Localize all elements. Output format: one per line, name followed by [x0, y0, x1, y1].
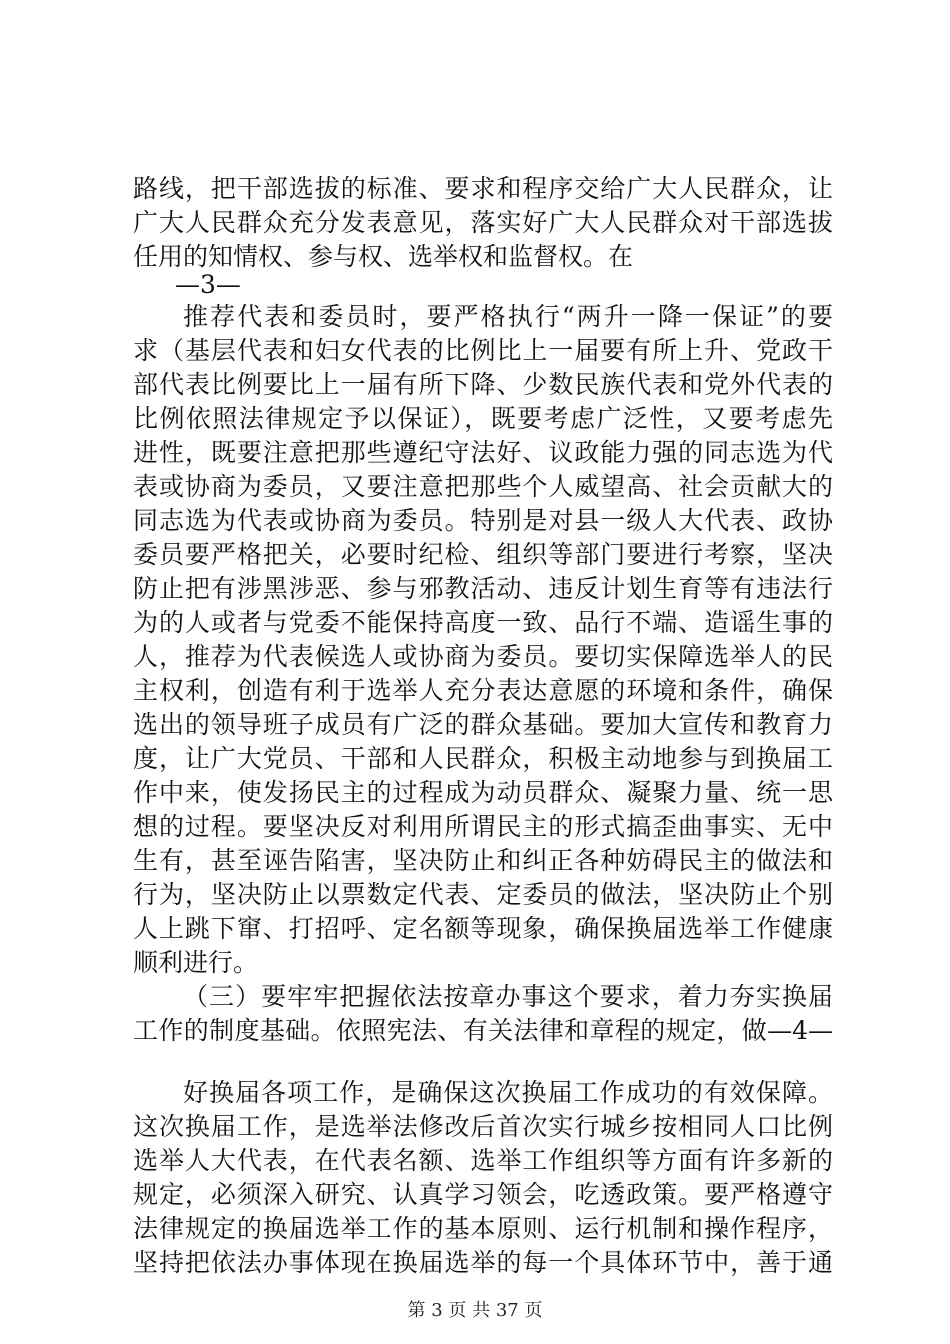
text-line: 好换届各项工作，是确保这次换届工作成功的有效保障。 [183, 1078, 833, 1107]
text-line: 选举人大代表，在代表名额、选举工作组织等方面有许多新的 [133, 1146, 833, 1175]
text-line: 顺利进行。 [133, 948, 259, 977]
text-line: 同志选为代表或协商为委员。特别是对县一级人大代表、政协 [133, 506, 833, 535]
page-footer: 第 3 页 共 37 页 [407, 1300, 543, 1321]
text-line: 作中来，使发扬民主的过程成为动员群众、凝聚力量、统一思 [133, 778, 833, 807]
page-marker: —3— [175, 270, 241, 299]
text-line: 行为，坚决防止以票数定代表、定委员的做法，坚决防止个别 [133, 880, 833, 909]
text-line: 部代表比例要比上一届有所下降、少数民族代表和党外代表的 [133, 370, 833, 399]
text-line: 求（基层代表和妇女代表的比例比上一届要有所上升、党政干 [133, 336, 833, 365]
text-line: 主权利，创造有利于选举人充分表达意愿的环境和条件，确保 [133, 676, 833, 705]
text-line: 坚持把依法办事体现在换届选举的每一个具体环节中，善于通 [133, 1248, 833, 1277]
text-line: 防止把有涉黑涉恶、参与邪教活动、违反计划生育等有违法行 [133, 574, 833, 603]
text-line: 路线，把干部选拔的标准、要求和程序交给广大人民群众，让 [133, 174, 833, 203]
text-line: 为的人或者与党委不能保持高度一致、品行不端、造谣生事的 [133, 608, 833, 637]
text-line: 规定，必须深入研究、认真学习领会，吃透政策。要严格遵守 [133, 1180, 833, 1209]
text-line: 想的过程。要坚决反对利用所谓民主的形式搞歪曲事实、无中 [133, 812, 833, 841]
text-line: 度，让广大党员、干部和人民群众，积极主动地参与到换届工 [133, 744, 833, 773]
text-line: 进性，既要注意把那些遵纪守法好、议政能力强的同志选为代 [133, 438, 833, 467]
text-line: 广大人民群众充分发表意见，落实好广大人民群众对干部选拔 [133, 208, 833, 237]
text-line: 比例依照法律规定予以保证），既要考虑广泛性，又要考虑先 [133, 404, 833, 433]
text-line: 委员要严格把关，必要时纪检、组织等部门要进行考察，坚决 [133, 540, 833, 569]
text-line: 推荐代表和委员时，要严格执行“两升一降一保证”的要 [183, 302, 833, 331]
text-line: 表或协商为委员，又要注意把那些个人威望高、社会贡献大的 [133, 472, 833, 501]
text-line: 生有，甚至诬告陷害，坚决防止和纠正各种妨碍民主的做法和 [133, 846, 833, 875]
text-line: 这次换届工作，是选举法修改后首次实行城乡按相同人口比例 [133, 1112, 833, 1141]
text-line: 选出的领导班子成员有广泛的群众基础。要加大宣传和教育力 [133, 710, 833, 739]
text-line: 任用的知情权、参与权、选举权和监督权。在 [133, 242, 634, 271]
text-line: 法律规定的换届选举工作的基本原则、运行机制和操作程序， [133, 1214, 833, 1243]
text-line: 工作的制度基础。依照宪法、有关法律和章程的规定，做—4— [133, 1016, 833, 1045]
text-line: （三）要牢牢把握依法按章办事这个要求，着力夯实换届 [183, 982, 833, 1011]
text-line: 人上跳下窜、打招呼、定名额等现象，确保换届选举工作健康 [133, 914, 833, 943]
text-line: 人，推荐为代表候选人或协商为委员。要切实保障选举人的民 [133, 642, 833, 671]
